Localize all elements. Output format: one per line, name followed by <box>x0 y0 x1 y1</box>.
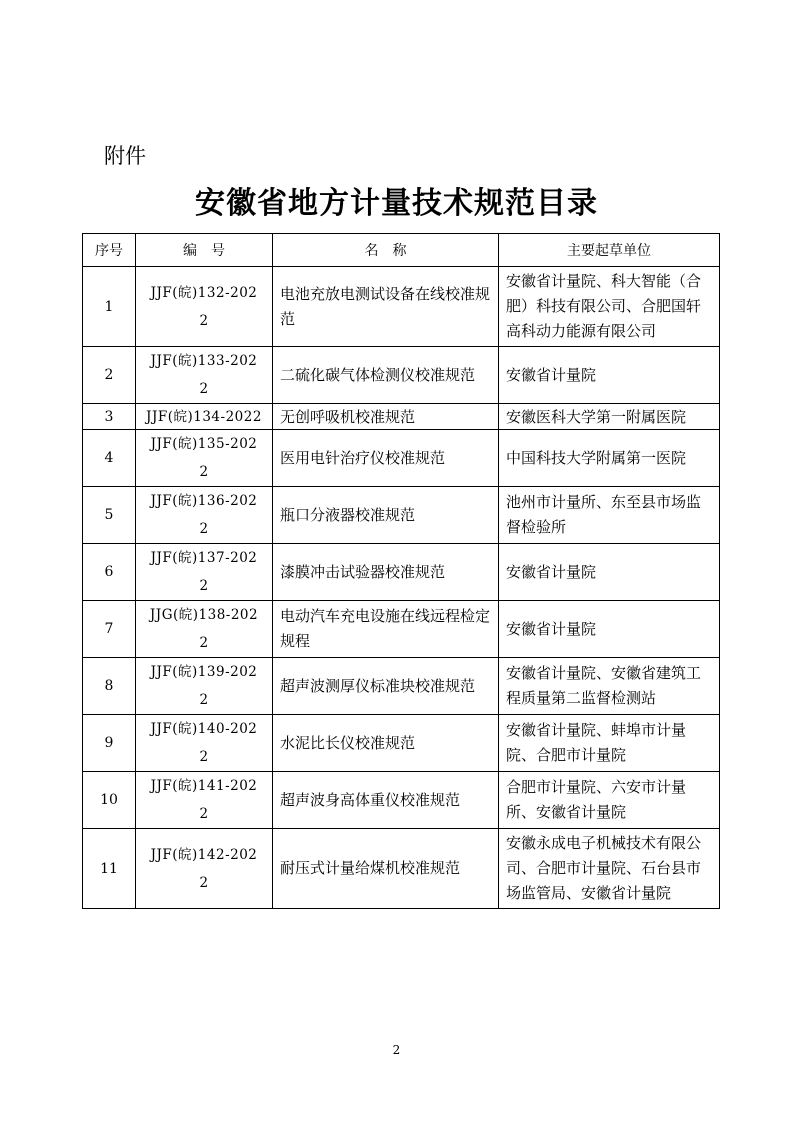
table-row <box>83 347 720 404</box>
table-row <box>83 487 720 544</box>
table-row <box>83 829 720 909</box>
row-serial: 10 <box>83 772 136 829</box>
page-title: 安徽省地方计量技术规范目录 <box>195 186 598 221</box>
row-unit: 安徽省计量院 <box>499 601 720 658</box>
row-serial: 9 <box>83 715 136 772</box>
row-name: 水泥比长仪校准规范 <box>273 715 499 772</box>
row-name: 无创呼吸机校准规范 <box>273 404 499 430</box>
row-name: 超声波测厚仪标准块校准规范 <box>273 658 499 715</box>
row-code: JJF(皖)134-2022 <box>146 408 262 425</box>
row-serial: 11 <box>83 829 136 909</box>
row-serial: 2 <box>83 347 136 404</box>
row-name: 电动汽车充电设施在线远程检定规程 <box>273 601 499 658</box>
row-code: JJF(皖)142-2022 <box>150 846 258 891</box>
row-name: 漆膜冲击试验器校准规范 <box>273 544 499 601</box>
row-code: JJF(皖)135-2022 <box>150 436 258 480</box>
table-row <box>83 601 720 658</box>
header-drafting-unit: 主要起草单位 <box>499 234 720 267</box>
row-unit: 中国科技大学附属第一医院 <box>499 430 720 487</box>
row-name: 医用电针治疗仪校准规范 <box>273 430 499 487</box>
row-serial: 8 <box>83 658 136 715</box>
row-code: JJG(皖)138-2022 <box>149 607 259 651</box>
row-serial: 4 <box>83 430 136 487</box>
row-unit: 安徽医科大学第一附属医院 <box>499 404 720 430</box>
row-serial: 5 <box>83 487 136 544</box>
row-name: 电池充放电测试设备在线校准规范 <box>273 267 499 347</box>
row-unit: 安徽省计量院 <box>499 544 720 601</box>
table-row <box>83 658 720 715</box>
row-name: 耐压式计量给煤机校准规范 <box>273 829 499 909</box>
row-code: JJF(皖)133-2022 <box>150 353 258 397</box>
header-name: 名 称 <box>273 234 499 267</box>
row-code: JJF(皖)137-2022 <box>150 550 258 594</box>
row-code: JJF(皖)141-2022 <box>150 778 258 822</box>
row-unit: 安徽省计量院 <box>499 347 720 404</box>
row-name: 超声波身高体重仪校准规范 <box>273 772 499 829</box>
row-serial: 6 <box>83 544 136 601</box>
row-name: 瓶口分液器校准规范 <box>273 487 499 544</box>
row-serial: 1 <box>83 267 136 347</box>
catalog-table <box>82 233 720 909</box>
row-unit: 池州市计量所、东至县市场监督检验所 <box>499 487 720 544</box>
row-unit: 安徽省计量院、蚌埠市计量院、合肥市计量院 <box>499 715 720 772</box>
page-number: 2 <box>392 1043 401 1057</box>
table-header-row <box>83 234 720 267</box>
attachment-label: 附件 <box>104 144 146 168</box>
table-row <box>83 404 720 430</box>
table-row <box>83 430 720 487</box>
row-unit: 安徽省计量院、科大智能（合肥）科技有限公司、合肥国轩高科动力能源有限公司 <box>499 267 720 347</box>
table-row <box>83 544 720 601</box>
table-row <box>83 267 720 347</box>
row-unit: 安徽永成电子机械技术有限公司、合肥市计量院、石台县市场监管局、安徽省计量院 <box>499 829 720 909</box>
row-code: JJF(皖)132-2022 <box>150 284 258 329</box>
row-code: JJF(皖)140-2022 <box>150 721 258 765</box>
row-serial: 7 <box>83 601 136 658</box>
row-unit: 合肥市计量院、六安市计量所、安徽省计量院 <box>499 772 720 829</box>
row-name: 二硫化碳气体检测仪校准规范 <box>273 347 499 404</box>
header-serial: 序号 <box>83 234 136 267</box>
row-code: JJF(皖)139-2022 <box>150 664 258 708</box>
row-code: JJF(皖)136-2022 <box>150 493 258 537</box>
header-code: 编 号 <box>136 234 273 267</box>
table-row <box>83 772 720 829</box>
row-serial: 3 <box>83 404 136 430</box>
table-row <box>83 715 720 772</box>
row-unit: 安徽省计量院、安徽省建筑工程质量第二监督检测站 <box>499 658 720 715</box>
